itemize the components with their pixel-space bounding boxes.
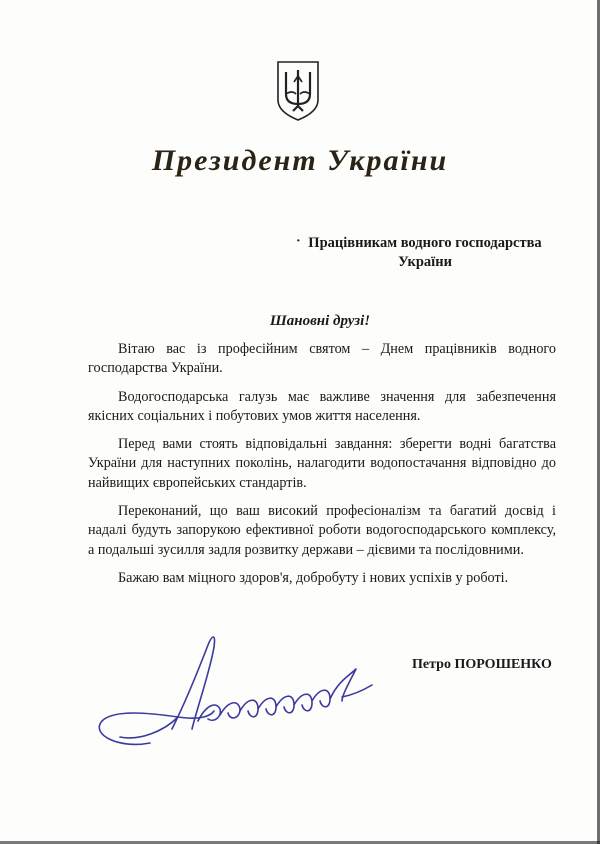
trident-emblem-icon xyxy=(276,60,320,122)
signer-name: Петро ПОРОШЕНКО xyxy=(412,657,552,672)
paragraph: Бажаю вам міцного здоров'я, добробуту і нових успіхів у роботі. xyxy=(118,569,509,586)
paragraph: Вітаю вас із професійним святом – Днем працівників водного господарства України. xyxy=(88,341,556,377)
addressee-line-1: Працівникам водного господарства xyxy=(308,235,542,251)
paragraph: Перед вами стоять відповідальні завдання: зберегти водні багатства України для наступних поколінь, налагодити водопостачання відповідно до найвищих європейських стандартів. xyxy=(88,436,556,491)
addressee-line-2: України xyxy=(398,254,452,270)
paragraph: Водогосподарська галузь має важливе значення для забезпечення якісних соціальних і побутових умов життя населення. xyxy=(88,388,556,424)
addressee-block xyxy=(296,234,550,272)
handwritten-signature xyxy=(80,625,390,755)
paragraph: Переконаний, що ваш високий професіоналізм та багатий досвід і надалі будуть запорукою ефективної роботи водогосподарського комплексу, а подальші зусилля задля розвитку держави – дієвими та послідовними. xyxy=(88,503,556,558)
letterhead-title: Президент України xyxy=(151,144,449,177)
bullet-mark: · xyxy=(296,234,301,249)
letter-body xyxy=(88,340,556,597)
greeting: Шановні друзі! xyxy=(269,313,371,329)
